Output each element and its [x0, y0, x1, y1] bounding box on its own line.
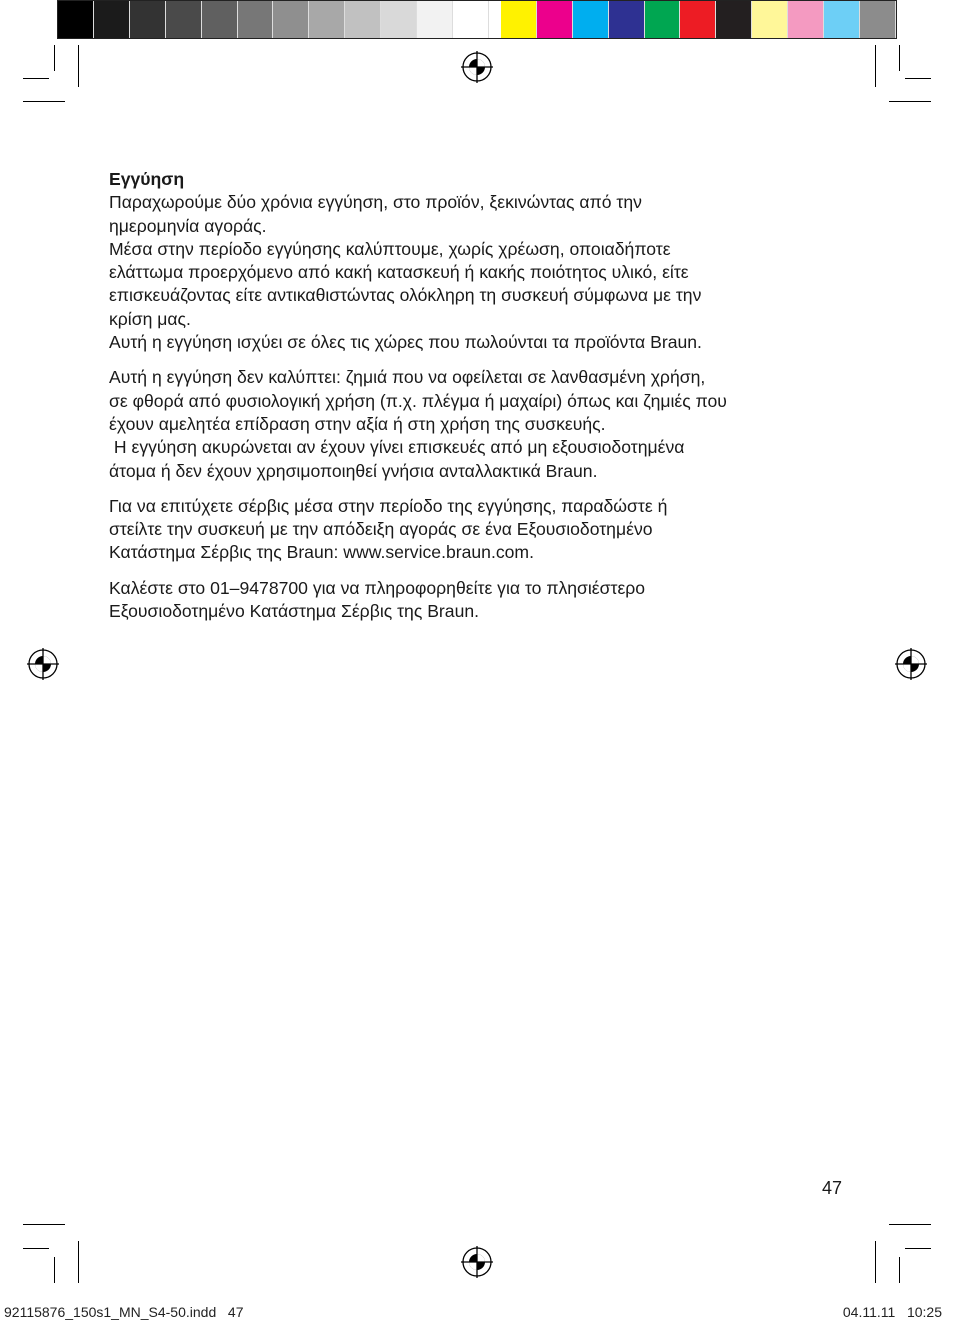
color-swatch: [202, 1, 238, 38]
color-swatch: [166, 1, 202, 38]
text-line: στείλτε την συσκευή με την απόδειξη αγοράς σε ένα Εξουσιοδοτημένο: [109, 519, 653, 540]
crop-mark: [78, 1241, 79, 1283]
crop-mark: [899, 45, 900, 71]
text-line: επισκευάζοντας είτε αντικαθιστώντας ολόκληρη τη συσκευή σύμφωνα με την: [109, 285, 702, 306]
text-line: άτομα ή δεν έχουν χρησιμοποιηθεί γνήσια ανταλλακτικά Braun.: [109, 460, 598, 481]
warranty-heading: Εγγύηση: [109, 169, 185, 189]
text-line: Αυτή η εγγύηση ισχύει σε όλες τις χώρες που πωλούνται τα προϊόντα Braun.: [109, 332, 702, 353]
color-swatch: [345, 1, 381, 38]
page-number: 47: [822, 1178, 843, 1198]
registration-mark-icon: [895, 648, 927, 680]
crop-mark: [899, 1257, 900, 1283]
warranty-section: [109, 168, 849, 635]
color-swatch: [501, 1, 537, 38]
color-bar-gap: [489, 1, 501, 38]
text-line: σε φθορά από φυσιολογική χρήση (π.χ. πλέγμα ή μαχαίρι) όπως και ζημιές που: [109, 390, 727, 411]
color-swatch: [788, 1, 824, 38]
color-swatch: [824, 1, 860, 38]
registration-mark-icon: [461, 51, 493, 83]
registration-mark-icon: [27, 648, 59, 680]
text-line: Για να επιτύχετε σέρβις μέσα στην περίοδο της εγγύησης, παραδώστε ή: [109, 495, 668, 516]
crop-mark: [875, 45, 876, 87]
crop-mark: [23, 1248, 49, 1249]
color-swatch: [381, 1, 417, 38]
color-swatch: [238, 1, 274, 38]
slug-datetime: 04.11.11 10:25: [842, 1304, 942, 1320]
text-line: Κατάστημα Σέρβις της Braun: www.service.braun.com.: [109, 542, 534, 563]
color-swatch: [680, 1, 716, 38]
color-swatch: [645, 1, 681, 38]
crop-mark: [875, 1241, 876, 1283]
crop-mark: [54, 45, 55, 71]
text-line: Εξουσιοδοτημένο Κατάστημα Σέρβις της Braun.: [109, 601, 480, 622]
crop-mark: [23, 1224, 65, 1225]
color-swatch: [537, 1, 573, 38]
text-line: Παραχωρούμε δύο χρόνια εγγύηση, στο προϊόν, ξεκινώντας από την: [109, 192, 642, 213]
color-swatch: [273, 1, 309, 38]
color-swatch: [860, 1, 896, 38]
crop-mark: [54, 1257, 55, 1283]
crop-mark: [905, 1248, 931, 1249]
crop-mark: [889, 101, 931, 102]
color-swatch: [609, 1, 645, 38]
crop-mark: [78, 45, 79, 87]
text-line: ελάττωμα προερχόμενο από κακή κατασκευή ή κακής ποιότητος υλικό, είτε: [109, 262, 689, 283]
color-swatch: [130, 1, 166, 38]
warranty-paragraph-1: [109, 168, 849, 354]
text-line: ημερομηνία αγοράς.: [109, 215, 267, 236]
warranty-paragraph-2: [109, 366, 849, 482]
warranty-paragraph-3: [109, 495, 849, 565]
crop-mark: [23, 78, 49, 79]
color-swatch: [58, 1, 94, 38]
color-swatch: [417, 1, 453, 38]
crop-mark: [23, 101, 65, 102]
slug-filename: 92115876_150s1_MN_S4-50.indd 47: [4, 1304, 244, 1320]
crop-mark: [905, 78, 931, 79]
registration-mark-icon: [461, 1246, 493, 1278]
crop-mark: [889, 1224, 931, 1225]
text-line: Μέσα στην περίοδο εγγύησης καλύπτουμε, χωρίς χρέωση, οποιαδήποτε: [109, 238, 671, 259]
text-line: κρίση μας.: [109, 308, 191, 329]
color-swatch: [573, 1, 609, 38]
color-swatch: [94, 1, 130, 38]
text-line: Η εγγύηση ακυρώνεται αν έχουν γίνει επισκευές από μη εξουσιοδοτημένα: [109, 437, 685, 458]
color-swatch: [309, 1, 345, 38]
text-line: Καλέστε στο 01–9478700 για να πληροφορηθείτε για το πλησιέστερο: [109, 577, 646, 598]
warranty-paragraph-4: [109, 577, 849, 624]
color-swatch: [716, 1, 752, 38]
color-calibration-bar: [57, 0, 897, 39]
text-line: Αυτή η εγγύηση δεν καλύπτει: ζημιά που να οφείλεται σε λανθασμένη χρήση,: [109, 367, 706, 388]
text-line: έχουν αμελητέα επίδραση στην αξία ή στη χρήση της συσκευής.: [109, 413, 606, 434]
color-swatch: [752, 1, 788, 38]
color-swatch: [453, 1, 489, 38]
